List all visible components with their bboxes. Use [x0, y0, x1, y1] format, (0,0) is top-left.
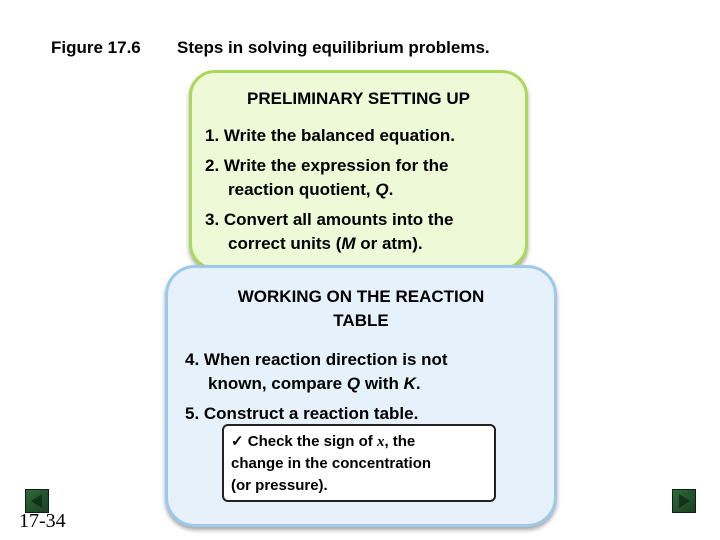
step-1	[205, 124, 455, 148]
step-2-line-1: 2. Write the expression for the	[205, 156, 449, 175]
step-4-text-mid: with	[360, 374, 404, 393]
note-line-3: (or pressure).	[231, 477, 328, 494]
step-3-line-1: 3. Convert all amounts into the	[205, 210, 454, 229]
figure-caption: Steps in solving equilibrium problems.	[177, 38, 490, 57]
reaction-table-heading	[168, 285, 554, 333]
variable-x: x	[376, 434, 385, 450]
figure-title	[51, 38, 490, 58]
step-1-text: 1. Write the balanced equation.	[205, 126, 456, 145]
preliminary-heading: PRELIMINARY SETTING UP	[247, 89, 470, 108]
step-5	[185, 402, 418, 426]
variable-m: M	[341, 234, 356, 253]
note-text: Check the sign of	[243, 433, 377, 450]
step-2-line-2	[205, 178, 448, 202]
step-2-text: reaction quotient,	[228, 180, 376, 199]
step-4	[185, 348, 448, 396]
note-text-end: , the	[384, 433, 416, 450]
step-4-line-2	[185, 372, 448, 396]
nav-forward-icon[interactable]	[672, 489, 696, 513]
reaction-table-heading-line-1: WORKING ON THE REACTION	[237, 287, 485, 306]
variable-q: Q	[375, 180, 389, 199]
step-3	[205, 208, 453, 256]
step-4-line-1: 4. When reaction direction is not	[185, 350, 448, 369]
step-4-text: known, compare	[208, 374, 347, 393]
step-2	[205, 154, 448, 202]
sign-check-note	[222, 424, 496, 502]
preliminary-setup-box	[189, 70, 528, 270]
slide-number: 17-34	[19, 510, 66, 532]
step-2-period: .	[388, 180, 394, 199]
variable-k: K	[403, 374, 416, 393]
note-line-1	[231, 431, 487, 453]
step-5-text: 5. Construct a reaction table.	[185, 404, 419, 423]
step-3-text-end: or atm).	[355, 234, 423, 253]
figure-number: Figure 17.6	[51, 38, 141, 57]
reaction-table-heading-line-2: TABLE	[333, 311, 389, 330]
step-3-line-2	[205, 232, 453, 256]
step-4-period: .	[415, 374, 421, 393]
note-line-2: change in the concentration	[231, 455, 432, 472]
step-3-text: correct units (	[228, 234, 342, 253]
check-mark-icon: ✓	[231, 433, 244, 450]
variable-q: Q	[346, 374, 361, 393]
